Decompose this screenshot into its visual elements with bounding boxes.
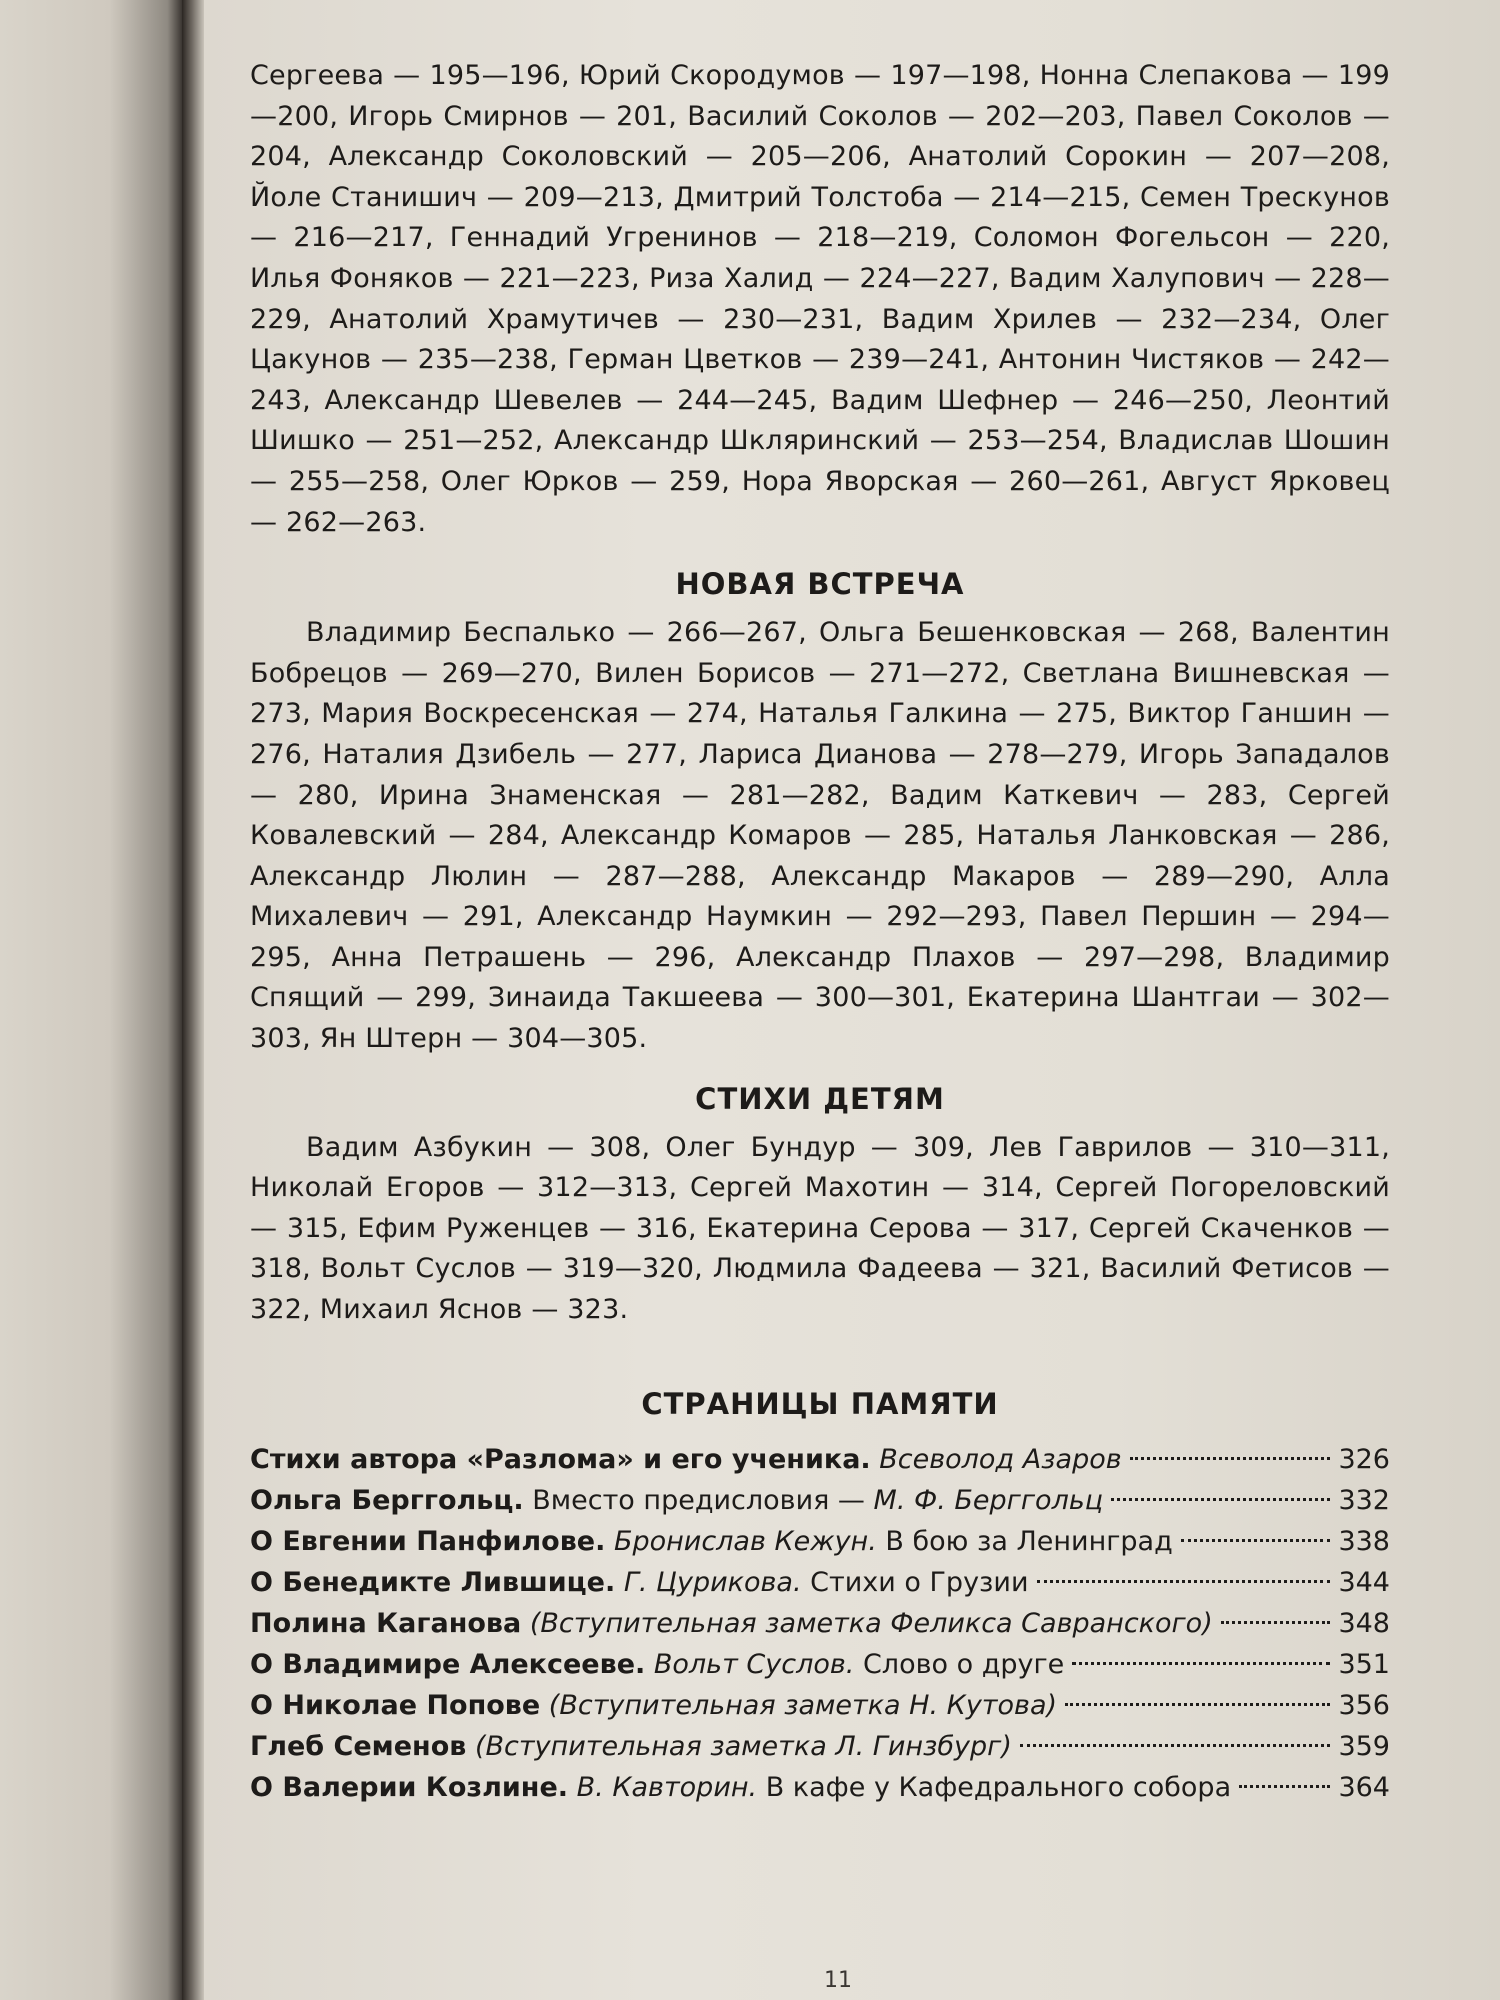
- toc-page-number: 351: [1338, 1648, 1390, 1680]
- toc-entry-title: О Бенедикте Лившице.: [250, 1566, 616, 1598]
- toc-entry-note: (Вступительная заметка Феликса Савранского): [529, 1607, 1213, 1639]
- toc-entry-subtitle: Стихи о Грузии: [810, 1566, 1029, 1598]
- toc-entry: [250, 1726, 1390, 1767]
- children-author-list: Вадим Азбукин — 308, Олег Бундур — 309, Лев Гаврилов — 310—311, Николай Егоров — 312—313, Сергей Махотин — 314, Сергей Погореловский — 315, Ефим Руженцев — 316, Екатерина Серова — 317, Сергей Скаченков — 318, Вольт Суслов — 319—320, Людмила Фадеева — 321, Василий Фетисов — 322, Михаил Яснов — 323.: [250, 1131, 1390, 1326]
- toc-entry: [250, 1480, 1390, 1521]
- toc-entry-title: О Валерии Козлине.: [250, 1771, 569, 1803]
- toc-leader-dots: [1072, 1662, 1330, 1665]
- section-title-new-meeting: НОВАЯ ВСТРЕЧА: [675, 567, 965, 602]
- footer-mark: 11: [824, 1968, 852, 1993]
- toc-entry-note: (Вступительная заметка Л. Гинзбург): [474, 1730, 1012, 1762]
- toc-entry-title: Глеб Семенов: [250, 1730, 467, 1762]
- toc-entry-author: М. Ф. Берггольц: [873, 1484, 1104, 1516]
- toc-leader-dots: [1181, 1539, 1331, 1542]
- memory-toc: [250, 1439, 1390, 1808]
- toc-leader-dots: [1239, 1785, 1330, 1788]
- toc-entry-subtitle: Слово о друге: [862, 1648, 1065, 1680]
- toc-entry-author: Бронислав Кежун.: [613, 1525, 877, 1557]
- toc-entry-author: Г. Цурикова.: [623, 1566, 802, 1598]
- toc-entry-author: Всеволод Азаров: [879, 1443, 1122, 1475]
- toc-entry-title: О Владимире Алексееве.: [250, 1648, 646, 1680]
- left-page-text: [0, 120, 5, 422]
- toc-leader-dots: [1111, 1498, 1330, 1501]
- toc-entry: [250, 1603, 1390, 1644]
- toc-page-number: 364: [1338, 1771, 1390, 1803]
- toc-page-number: 348: [1338, 1607, 1390, 1639]
- toc-entry: [250, 1439, 1390, 1480]
- new-meeting-author-list: Владимир Беспалько — 266—267, Ольга Бешенковская — 268, Валентин Бобрецов — 269—270, Вилен Борисов — 271—272, Светлана Вишневская — 273, Мария Воскресенская — 274, Наталья Галкина — 275, Виктор Ганшин — 276, Наталия Дзибель — 277, Лариса Дианова — 278—279, Игорь Западалов — 280, Ирина Знаменская — 281—282, Вадим Каткевич — 283, Сергей Ковалевский — 284, Александр Комаров — 285, Наталья Ланковская — 286, Александр Люлин — 287—288, Александр Макаров — 289—290, Алла Михалевич — 291, Александр Наумкин — 292—293, Павел Першин — 294—295, Анна Петрашень — 296, Александр Плахов — 297—298, Владимир Спящий — 299, Зинаида Такшеева — 300—301, Екатерина Шантгаи — 302—303, Ян Штерн — 304—305.: [250, 617, 1390, 1055]
- toc-entry-title: Ольга Берггольц.: [250, 1484, 524, 1516]
- book-page: [204, 0, 1500, 2000]
- toc-leader-dots: [1130, 1457, 1331, 1460]
- toc-entry: [250, 1521, 1390, 1562]
- toc-page-number: 344: [1338, 1566, 1390, 1598]
- toc-entry-author: В. Кавторин.: [576, 1771, 758, 1803]
- continued-author-list: Сергеева — 195—196, Юрий Скородумов — 197—198, Нонна Слепакова — 199—200, Игорь Смирнов — 201, Василий Соколов — 202—203, Павел Соколов — 204, Александр Соколовский — 205—206, Анатолий Сорокин — 207—208, Йоле Станишич — 209—213, Дмитрий Толстоба — 214—215, Семен Трескунов — 216—217, Геннадий Угренинов — 218—219, Соломон Фогельсон — 220, Илья Фоняков — 221—223, Риза Халид — 224—227, Вадим Халупович — 228—229, Анатолий Храмутичев — 230—231, Вадим Хрилев — 232—234, Олег Цакунов — 235—238, Герман Цветков — 239—241, Антонин Чистяков — 242—243, Александр Шевелев — 244—245, Вадим Шефнер — 246—250, Леонтий Шишко — 251—252, Александр Шкляринский — 253—254, Владислав Шошин — 255—258, Олег Юрков — 259, Нора Яворская — 260—261, Август Ярковец — 262—263.: [250, 60, 1390, 538]
- left-page-edge: [0, 0, 182, 2000]
- toc-page-number: 359: [1338, 1730, 1390, 1762]
- toc-page-number: 332: [1338, 1484, 1390, 1516]
- toc-entry-title: О Евгении Панфилове.: [250, 1525, 606, 1557]
- toc-entry-note: (Вступительная заметка Н. Кутова): [548, 1689, 1058, 1721]
- book-gutter: [182, 0, 204, 2000]
- section-title-memory: СТРАНИЦЫ ПАМЯТИ: [641, 1386, 999, 1421]
- toc-entry-subtitle: В бою за Ленинград: [885, 1525, 1173, 1557]
- toc-entry: [250, 1767, 1390, 1808]
- section-title-children: СТИХИ ДЕТЯМ: [695, 1081, 945, 1116]
- toc-page-number: 356: [1338, 1689, 1390, 1721]
- toc-entry-subtitle: Вместо предисловия —: [532, 1484, 865, 1516]
- toc-page-number: 326: [1338, 1443, 1390, 1475]
- page-content: [250, 56, 1390, 1808]
- toc-leader-dots: [1221, 1621, 1331, 1624]
- toc-entry-title: Полина Каганова: [250, 1607, 522, 1639]
- toc-entry: [250, 1562, 1390, 1603]
- toc-leader-dots: [1037, 1580, 1331, 1583]
- toc-page-number: 338: [1338, 1525, 1390, 1557]
- left-page-line: [0, 120, 5, 384]
- toc-entry-subtitle: В кафе у Кафедрального собора: [765, 1771, 1232, 1803]
- toc-entry-title: О Николае Попове: [250, 1689, 541, 1721]
- toc-entry: [250, 1644, 1390, 1685]
- toc-leader-dots: [1065, 1703, 1330, 1706]
- toc-leader-dots: [1020, 1744, 1331, 1747]
- toc-entry: [250, 1685, 1390, 1726]
- toc-entry-title: Стихи автора «Разлома» и его ученика.: [250, 1443, 871, 1475]
- toc-entry-author: Вольт Суслов.: [653, 1648, 855, 1680]
